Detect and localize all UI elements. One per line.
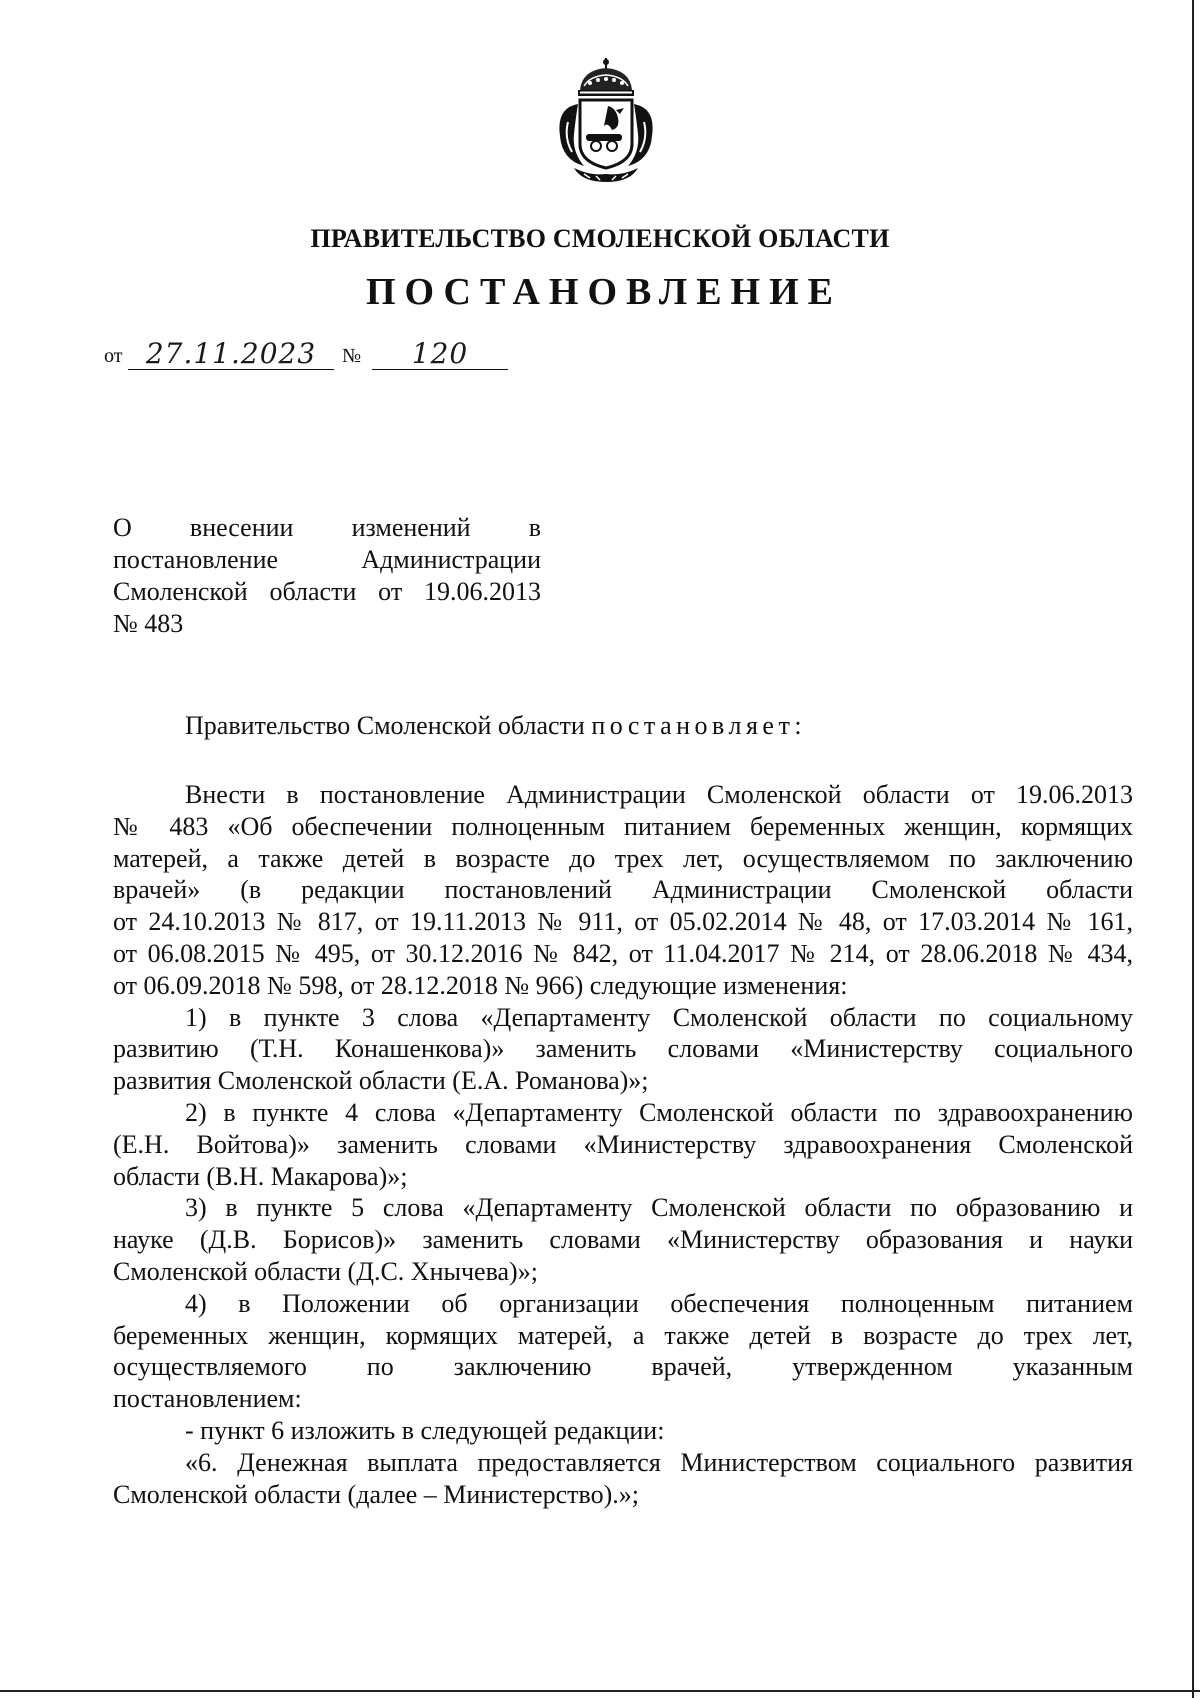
scan-edge-bottom (0, 1690, 1200, 1692)
subject-line: постановление Администрации (113, 545, 541, 574)
body-line: области (В.Н. Макарова)»; (113, 1161, 408, 1191)
body-line: «6. Денежная выплата предоставляется Министерством социального развития (185, 1447, 1133, 1477)
body-line: № 483 «Об обеспечении полноценным питанием беременных женщин, кормящих (113, 811, 1133, 841)
body-line: 1) в пункте 3 слова «Департаменту Смоленской области по социальному (185, 1002, 1133, 1032)
body-line: 4) в Положении об организации обеспечения полноценным питанием (185, 1288, 1133, 1318)
handwritten-number: 120 (372, 339, 508, 370)
body-line: Внести в постановление Администрации Смоленской области от 19.06.2013 (185, 780, 1133, 809)
body-line: (Е.Н. Войтова)» заменить словами «Министерству здравоохранения Смоленской (113, 1129, 1133, 1159)
body-line: от 24.10.2013 № 817, от 19.11.2013 № 911, от 05.02.2014 № 48, от 17.03.2014 № 161, (113, 907, 1133, 937)
body-line: - пункт 6 изложить в следующей редакции: (185, 1415, 665, 1445)
body-line: 2) в пункте 4 слова «Департаменту Смоленской области по здравоохранению (185, 1097, 1133, 1127)
date-number-line (104, 338, 544, 372)
document-type-title: ПОСТАНОВЛЕНИЕ (365, 271, 843, 313)
scan-edge-right (1192, 0, 1194, 1698)
body-line: беременных женщин, кормящих матерей, а также детей в возрасте до трех лет, (113, 1320, 1133, 1350)
body-line: осуществляемого по заключению врачей, утвержденном указанным (113, 1352, 1133, 1382)
body-line: Смоленской области (далее – Министерство).»; (113, 1479, 639, 1509)
number-prefix: № (342, 345, 362, 367)
body-line: науке (Д.В. Борисов)» заменить словами «Министерству образования и науки (113, 1225, 1133, 1255)
document-subject (113, 512, 541, 640)
date-prefix: от (104, 345, 123, 367)
preamble-resolves: постановляет: (591, 711, 807, 740)
handwritten-date: 27.11.2023 (128, 339, 334, 370)
body-line: от 06.08.2015 № 495, от 30.12.2016 № 842, от 11.04.2017 № 214, от 28.06.2018 № 434, (113, 938, 1133, 968)
body-line: 3) в пункте 5 слова «Департаменту Смоленской области по образованию и (185, 1193, 1133, 1223)
subject-line: О внесении изменений в (113, 513, 541, 542)
government-title: ПРАВИТЕЛЬСТВО СМОЛЕНСКОЙ ОБЛАСТИ (310, 224, 890, 253)
body-line: Смоленской области (Д.С. Хнычева)»; (113, 1256, 538, 1286)
preamble (185, 711, 806, 741)
body-line: развития Смоленской области (Е.А. Романова)»; (113, 1066, 649, 1096)
document-body (113, 779, 1133, 1510)
body-line: врачей» (в редакции постановлений Администрации Смоленской области (113, 875, 1133, 905)
subject-line: Смоленской области от 19.06.2013 (113, 577, 541, 606)
body-line: развитию (Т.Н. Конашенкова)» заменить словами «Министерству социального (113, 1034, 1133, 1064)
subject-line: № 483 (113, 609, 184, 638)
body-line: от 06.09.2018 № 598, от 28.12.2018 № 966) следующие изменения: (113, 970, 848, 1000)
coat-of-arms-emblem (550, 56, 662, 186)
body-line: матерей, а также детей в возрасте до трех лет, осуществляемом по заключению (113, 843, 1133, 873)
preamble-text: Правительство Смоленской области (185, 711, 592, 740)
body-line: постановлением: (113, 1384, 302, 1414)
